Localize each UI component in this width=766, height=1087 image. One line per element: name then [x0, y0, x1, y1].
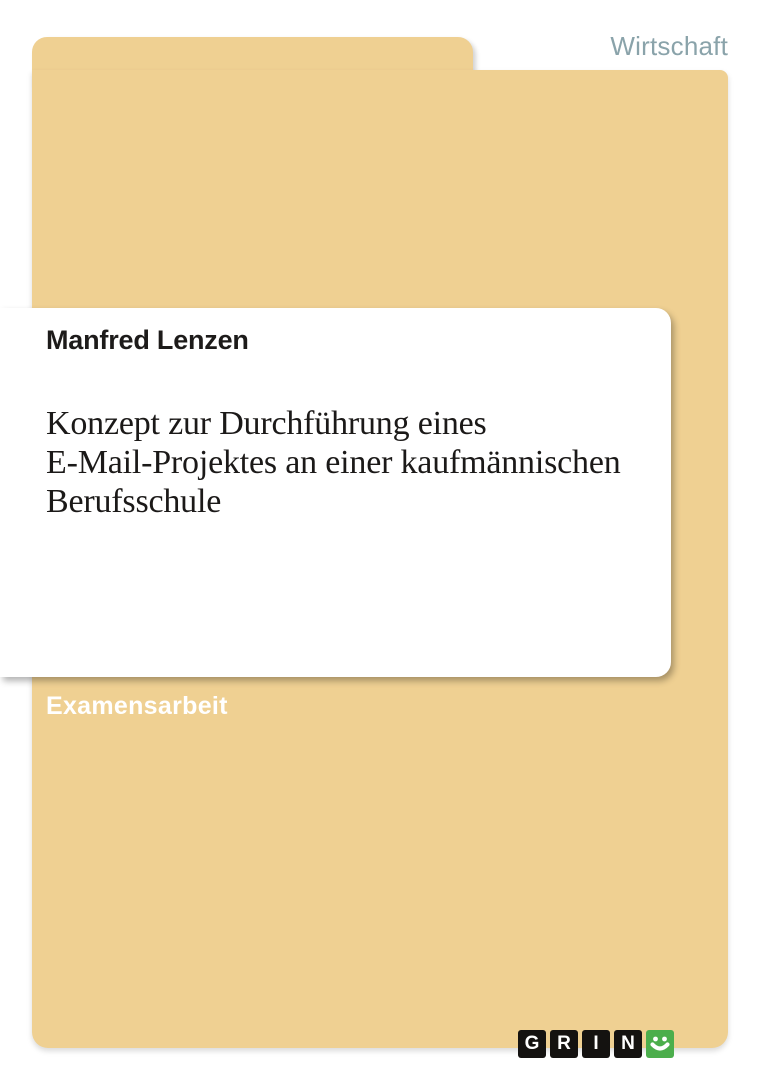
logo-letter-i: I	[582, 1030, 610, 1058]
title-line: E-Mail-Projektes an einer kaufmännischen	[46, 444, 621, 481]
logo-letter-r: R	[550, 1030, 578, 1058]
smiley-icon	[646, 1030, 674, 1058]
logo-letter-n: N	[614, 1030, 642, 1058]
title-line: Konzept zur Durchführung eines	[46, 405, 487, 442]
category-label: Wirtschaft	[610, 31, 728, 61]
logo-letter-g: G	[518, 1030, 546, 1058]
title-line: Berufsschule	[46, 483, 222, 520]
work-type-label: Examensarbeit	[46, 692, 228, 720]
author-name: Manfred Lenzen	[46, 325, 249, 355]
book-title	[46, 404, 621, 521]
grin-logo	[518, 1030, 674, 1058]
title-card	[0, 308, 671, 677]
